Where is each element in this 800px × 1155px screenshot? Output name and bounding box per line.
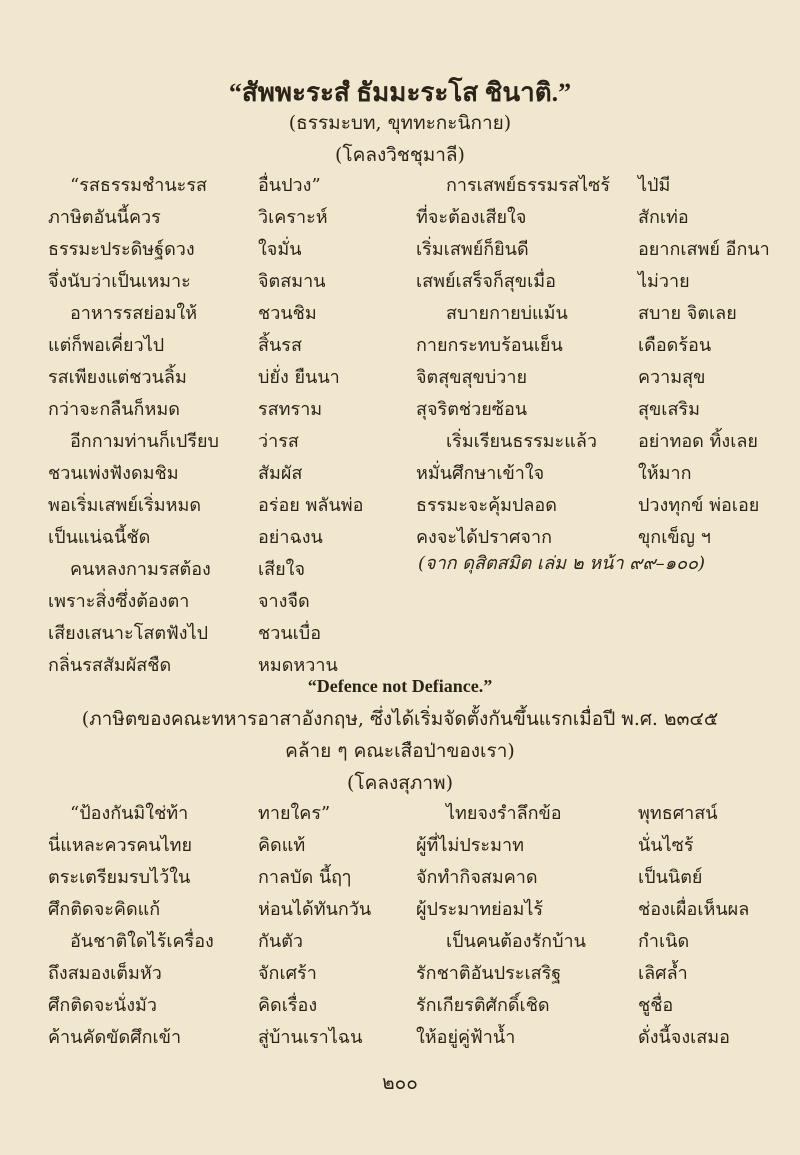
verse-segment: ภาษิตอันนี้ควร (48, 207, 161, 228)
verse-segment: คนหลงกามรสต้อง (70, 559, 211, 580)
verse-segment: อร่อย พลันพ่อ (258, 495, 364, 516)
verse-segment: ปวงทุกข์ พ่อเอย (638, 495, 760, 516)
poem-line (48, 458, 768, 490)
verse-segment: สุขเสริม (638, 399, 700, 420)
verse-segment: ไม่วาย (638, 271, 690, 292)
verse-segment: รักชาติอันประเสริฐ (416, 963, 562, 984)
poem-line (48, 298, 768, 330)
section-meter: (โคลงสุภาพ) (347, 772, 453, 794)
verse-segment: เป็นคนต้องรักบ้าน (446, 931, 586, 952)
verse-segment: อีกกามท่านก็เปรียบ (70, 431, 219, 452)
verse-segment: การเสพย์ธรรมรสไซร้ (446, 175, 611, 196)
verse-segment: ที่จะต้องเสียใจ (416, 207, 527, 228)
verse-segment: วิเคราะห์ (258, 207, 328, 228)
verse-segment: อันชาติใดไร้เครื่อง (70, 931, 214, 952)
verse-segment: ชวนเพ่งฟังดมชิม (48, 463, 179, 484)
verse-segment: ชูชื่อ (638, 995, 674, 1016)
verse-segment: กันตัว (258, 931, 303, 952)
verse-segment: เสพย์เสร็จก็สุขเมื่อ (416, 271, 556, 292)
poem-line (48, 330, 768, 362)
verse-segment: จิตสมาน (258, 271, 326, 292)
verse-segment: ธรรมะประดิษฐ์ดวง (48, 239, 195, 260)
poem-line (48, 990, 768, 1022)
poem-line (48, 618, 768, 650)
verse-segment: ทายใคร” (258, 803, 331, 824)
verse-segment: ดั่งนี้จงเสมอ (638, 1027, 730, 1048)
verse-segment: คงจะได้ปราศจาก (416, 527, 552, 548)
verse-segment: สู่บ้านเราไฉน (258, 1027, 363, 1048)
verse-segment: นั่นไซร้ (638, 835, 694, 856)
verse-segment: ว่ารส (258, 431, 299, 452)
verse-segment: ให้อยู่คู่ฟ้าน้ำ (416, 1027, 516, 1048)
verse-segment: นี่แหละควรคนไทย (48, 835, 193, 856)
poem-line (48, 202, 768, 234)
verse-segment: “รสธรรมชำนะรส (70, 175, 207, 196)
verse-segment: ห่อนได้ทันกวัน (258, 899, 372, 920)
poem-line (48, 170, 768, 202)
verse-segment: หมั่นศึกษาเข้าใจ (416, 463, 545, 484)
verse-segment: หมดหวาน (258, 655, 338, 676)
verse-segment: สบาย จิตเลย (638, 303, 737, 324)
verse-segment: สบายกายบ่แม้น (446, 303, 568, 324)
poem-meter: (โคลงวิชชุมาลี) (335, 144, 465, 166)
verse-segment: ตระเตรียมรบไว้ใน (48, 867, 191, 888)
verse-segment: ผู้ที่ไม่ประมาท (416, 835, 524, 856)
verse-segment: ศึกติดจะนั่งมัว (48, 995, 157, 1016)
verse-segment: อื่นปวง” (258, 175, 321, 196)
verse-segment: สักเท่อ (638, 207, 689, 228)
verse-segment: สิ้นรส (258, 335, 302, 356)
page-number: ๒๐๐ (382, 1072, 418, 1094)
verse-segment: พอเริ่มเสพย์เริ่มหมด (48, 495, 202, 516)
verse-segment: แต่ก็พอเคี่ยวไป (48, 335, 165, 356)
verse-segment: ชวนชิม (258, 303, 317, 324)
poem-source: (ธรรมะบท, ขุททะกะนิกาย) (288, 112, 512, 134)
poem-line (48, 266, 768, 298)
poem-line (48, 1022, 768, 1054)
poem-line (48, 362, 768, 394)
verse-segment: ไทยจงรำลึกข้อ (446, 803, 562, 824)
verse-segment: พุทธศาสน์ (638, 803, 718, 824)
poem-title: “สัพพะระสํ ธัมมะระโส ชินาติ.” (228, 78, 572, 107)
verse-segment: เสียงเสนาะโสตฟังไป (48, 623, 209, 644)
verse-segment: กลิ่นรสสัมผัสชืด (48, 655, 172, 676)
poem-line (48, 586, 768, 618)
verse-segment: เริ่มเรียนธรรมะแล้ว (446, 431, 597, 452)
verse-segment: เป็นนิตย์ (638, 867, 703, 888)
section-source-line-2: คล้าย ๆ คณะเสือป่าของเรา) (285, 740, 515, 762)
verse-segment: เป็นแน่ฉนี้ชัด (48, 527, 151, 548)
verse-segment: กายกระทบร้อนเย็น (416, 335, 563, 356)
verse-segment: กำเนิด (638, 931, 690, 952)
section-source-line-1: (ภาษิตของคณะทหารอาสาอังกฤษ, ซึ่งได้เริ่มจัดตั้งกันขึ้นแรกเมื่อปี พ.ศ. ๒๓๔๕ (81, 708, 719, 730)
verse-segment: ใจมั่น (258, 239, 302, 260)
poem-line (48, 426, 768, 458)
poem-line (48, 862, 768, 894)
verse-segment: รสเพียงแต่ชวนลิ้ม (48, 367, 187, 388)
verse-segment: อย่าฉงน (258, 527, 323, 548)
verse-segment: “ป้องกันมิใช่ท้า (70, 803, 189, 824)
verse-segment: ขุกเข็ญ ฯ (638, 527, 711, 548)
verse-segment: คิดแท้ (258, 835, 306, 856)
verse-segment: เดือดร้อน (638, 335, 712, 356)
poem-line (48, 958, 768, 990)
poem-line (48, 894, 768, 926)
verse-segment: เลิศล้ำ (638, 963, 688, 984)
verse-segment: สุจริตช่วยซ้อน (416, 399, 528, 420)
verse-segment: กว่าจะกลืนก็หมด (48, 399, 180, 420)
verse-segment: จางจืด (258, 591, 310, 612)
poem-body-2 (48, 798, 768, 1054)
verse-segment: ชวนเบื่อ (258, 623, 322, 644)
section-title: “Defence not Defiance.” (307, 676, 493, 696)
verse-segment: ค้านคัดขัดศึกเข้า (48, 1027, 182, 1048)
verse-segment: สัมผัส (258, 463, 303, 484)
verse-segment: รสทราม (258, 399, 323, 420)
poem-line (48, 490, 768, 522)
verse-segment: จึ่งนับว่าเป็นเหมาะ (48, 271, 191, 292)
verse-segment: จักทำกิจสมคาด (416, 867, 538, 888)
verse-segment: รักเกียรติศักดิ์เชิด (416, 995, 550, 1016)
verse-segment: จิตสุขสุขบ่วาย (416, 367, 528, 388)
verse-segment: อยากเสพย์ อีกนา (638, 239, 770, 260)
poem-citation: (จาก ดุสิตสมิต เล่ม ๒ หน้า ๙๙–๑๐๐) (418, 553, 706, 574)
verse-segment: ผู้ประมาทย่อมไร้ (416, 899, 544, 920)
verse-segment: ไป่มี (638, 175, 671, 196)
verse-segment: เพราะสิ่งซึ่งต้องตา (48, 591, 190, 612)
verse-segment: เสียใจ (258, 559, 306, 580)
poem-line (48, 926, 768, 958)
verse-segment: คิดเรื่อง (258, 995, 318, 1016)
poem-line (48, 394, 768, 426)
verse-segment: ให้มาก (638, 463, 692, 484)
verse-segment: ช่องเผื่อเห็นผล (638, 899, 750, 920)
verse-segment: ศึกติดจะคิดแก้ (48, 899, 161, 920)
verse-segment: กาลบัด นี้ฤๅ (258, 867, 351, 888)
verse-segment: อาหารรสย่อมให้ (70, 303, 198, 324)
poem-line (48, 830, 768, 862)
poem-line (48, 798, 768, 830)
verse-segment: จักเศร้า (258, 963, 317, 984)
poem-body-1 (48, 170, 768, 682)
verse-segment: บ่ยั่ง ยืนนา (258, 367, 340, 388)
poem-line (48, 234, 768, 266)
verse-segment: เริ่มเสพย์ก็ยินดี (416, 239, 529, 260)
verse-segment: ถึงสมองเต็มหัว (48, 963, 162, 984)
verse-segment: ธรรมะจะคุ้มปลอด (416, 495, 557, 516)
verse-segment: อย่าทอด ทิ้งเลย (638, 431, 758, 452)
verse-segment: ความสุข (638, 367, 706, 388)
